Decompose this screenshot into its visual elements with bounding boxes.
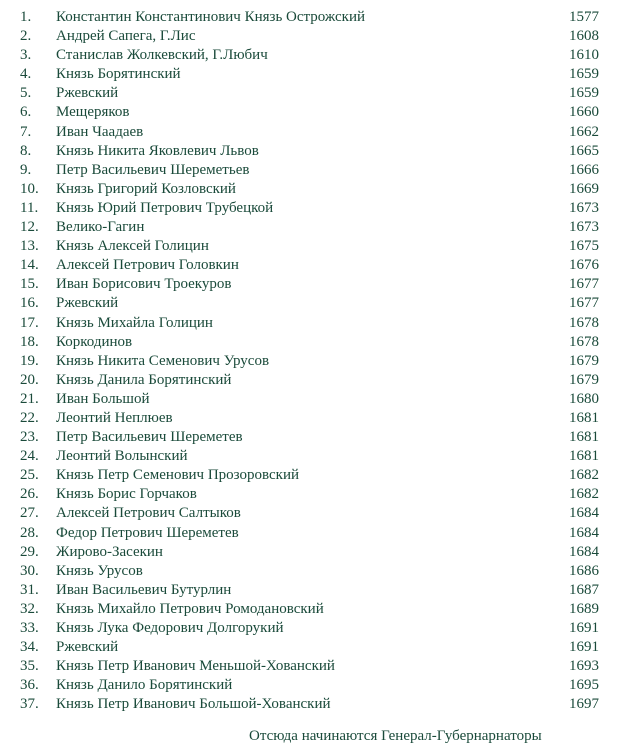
item-year: 1684	[569, 524, 599, 541]
item-name: Жирово-Засекин	[56, 543, 163, 560]
item-name: Князь Петр Семенович Прозоровский	[56, 467, 300, 484]
item-number: 32.	[20, 600, 39, 617]
list-item	[0, 333, 629, 352]
list-item	[0, 352, 629, 371]
item-name: Князь Данило Борятинский	[56, 677, 233, 694]
item-year: 1691	[569, 639, 599, 656]
item-number: 17.	[20, 314, 39, 331]
item-year: 1684	[569, 543, 599, 560]
item-year: 1660	[569, 104, 599, 121]
item-year: 1659	[569, 85, 599, 102]
item-name: Ржевский	[56, 639, 119, 656]
list-item	[0, 504, 629, 523]
item-number: 31.	[20, 581, 39, 598]
item-year: 1679	[569, 371, 599, 388]
item-year: 1689	[569, 600, 599, 617]
list-item	[0, 485, 629, 504]
item-year: 1677	[569, 295, 599, 312]
item-number: 8.	[20, 142, 32, 159]
item-number: 22.	[20, 409, 39, 426]
item-number: 37.	[20, 696, 39, 713]
item-year: 1693	[569, 658, 599, 675]
item-name: Князь Данила Борятинский	[56, 371, 232, 388]
list-item	[0, 237, 629, 256]
item-year: 1608	[569, 28, 599, 45]
list-item	[0, 409, 629, 428]
item-number: 10.	[20, 180, 39, 197]
item-name: Князь Григорий Козловский	[56, 180, 236, 197]
list-item	[0, 562, 629, 581]
item-year: 1682	[569, 486, 599, 503]
list-item	[0, 466, 629, 485]
item-name: Иван Васильевич Бутурлин	[56, 581, 232, 598]
item-number: 28.	[20, 524, 39, 541]
governors-list	[0, 8, 629, 714]
item-year: 1687	[569, 581, 599, 598]
item-name: Андрей Сапега, Г.Лис	[56, 28, 196, 45]
list-item	[0, 84, 629, 103]
list-item	[0, 314, 629, 333]
item-year: 1695	[569, 677, 599, 694]
item-number: 4.	[20, 66, 32, 83]
item-year: 1665	[569, 142, 599, 159]
list-item	[0, 428, 629, 447]
item-number: 24.	[20, 448, 39, 465]
item-year: 1675	[569, 238, 599, 255]
item-year: 1676	[569, 257, 599, 274]
item-year: 1610	[569, 47, 599, 64]
item-name: Станислав Жолкевский, Г.Любич	[56, 47, 268, 64]
item-name: Леонтий Неплюев	[56, 409, 173, 426]
list-item	[0, 123, 629, 142]
list-item	[0, 619, 629, 638]
item-number: 14.	[20, 257, 39, 274]
item-year: 1681	[569, 429, 599, 446]
item-number: 27.	[20, 505, 39, 522]
list-item	[0, 638, 629, 657]
item-number: 11.	[20, 199, 39, 216]
item-name: Ржевский	[56, 295, 119, 312]
item-number: 20.	[20, 371, 39, 388]
item-name: Иван Чаадаев	[56, 123, 144, 140]
item-name: Князь Борис Горчаков	[56, 486, 197, 503]
item-name: Петр Васильевич Шереметев	[56, 429, 243, 446]
item-name: Князь Петр Иванович Меньшой-Хованский	[56, 658, 335, 675]
item-name: Иван Большой	[56, 390, 150, 407]
item-number: 36.	[20, 677, 39, 694]
item-number: 5.	[20, 85, 32, 102]
item-number: 19.	[20, 352, 39, 369]
list-item	[0, 8, 629, 27]
item-name: Князь Алексей Голицин	[56, 238, 209, 255]
list-item	[0, 46, 629, 65]
item-year: 1677	[569, 276, 599, 293]
item-name: Леонтий Волынский	[56, 448, 188, 465]
list-item	[0, 103, 629, 122]
list-item	[0, 199, 629, 218]
item-name: Князь Никита Семенович Урусов	[56, 352, 270, 369]
item-name: Константин Константинович Князь Острожский	[56, 9, 366, 25]
item-number: 3.	[20, 47, 32, 64]
list-item	[0, 390, 629, 409]
item-name: Князь Михайла Голицин	[56, 314, 213, 331]
list-item	[0, 657, 629, 676]
item-year: 1682	[569, 467, 599, 484]
item-number: 23.	[20, 429, 39, 446]
item-year: 1680	[569, 390, 599, 407]
list-item	[0, 447, 629, 466]
item-number: 18.	[20, 333, 39, 350]
item-number: 13.	[20, 238, 39, 255]
footer-note: Отсюда начинаются Генерал-Губернарнаторы	[249, 728, 542, 744]
list-item	[0, 218, 629, 237]
item-year: 1577	[569, 9, 599, 25]
list-item	[0, 27, 629, 46]
list-item	[0, 65, 629, 84]
item-name: Велико-Гагин	[56, 219, 145, 236]
item-number: 9.	[20, 161, 32, 178]
item-number: 33.	[20, 620, 39, 636]
item-name: Ржевский	[56, 85, 119, 102]
item-year: 1673	[569, 199, 599, 216]
item-name: Коркодинов	[56, 333, 133, 350]
list-item	[0, 676, 629, 695]
list-item	[0, 524, 629, 543]
item-name: Князь Никита Яковлевич Львов	[56, 142, 259, 159]
item-name: Алексей Петрович Салтыков	[56, 505, 241, 522]
item-year: 1681	[569, 409, 599, 426]
list-item	[0, 142, 629, 161]
item-name: Петр Васильевич Шереметьев	[56, 161, 250, 178]
item-year: 1686	[569, 562, 599, 579]
item-number: 2.	[20, 28, 32, 45]
list-item	[0, 695, 629, 714]
item-number: 15.	[20, 276, 39, 293]
list-item	[0, 600, 629, 619]
item-number: 34.	[20, 639, 39, 656]
item-name: Князь Михайло Петрович Ромодановский	[56, 600, 324, 617]
item-year: 1679	[569, 352, 599, 369]
list-item	[0, 543, 629, 562]
item-name: Князь Урусов	[56, 562, 143, 579]
item-name: Иван Борисович Троекуров	[56, 276, 232, 293]
list-item	[0, 371, 629, 390]
item-year: 1666	[569, 161, 599, 178]
item-year: 1662	[569, 123, 599, 140]
item-number: 1.	[20, 9, 32, 25]
item-name: Алексей Петрович Головкин	[56, 257, 239, 274]
item-number: 35.	[20, 658, 39, 675]
item-name: Мещеряков	[56, 104, 130, 121]
item-number: 25.	[20, 467, 39, 484]
item-year: 1691	[569, 620, 599, 636]
list-item	[0, 161, 629, 180]
item-number: 30.	[20, 562, 39, 579]
item-year: 1673	[569, 219, 599, 236]
item-name: Князь Юрий Петрович Трубецкой	[56, 199, 274, 216]
item-year: 1697	[569, 696, 599, 713]
item-name: Федор Петрович Шереметев	[56, 524, 239, 541]
list-item	[0, 581, 629, 600]
list-item	[0, 256, 629, 275]
item-number: 12.	[20, 219, 39, 236]
item-year: 1678	[569, 333, 599, 350]
item-year: 1678	[569, 314, 599, 331]
item-number: 6.	[20, 104, 32, 121]
item-number: 21.	[20, 390, 39, 407]
item-name: Князь Петр Иванович Большой-Хованский	[56, 696, 331, 713]
item-number: 7.	[20, 123, 32, 140]
item-number: 29.	[20, 543, 39, 560]
item-year: 1684	[569, 505, 599, 522]
item-year: 1659	[569, 66, 599, 83]
list-item	[0, 275, 629, 294]
item-name: Князь Борятинский	[56, 66, 181, 83]
item-name: Князь Лука Федорович Долгорукий	[56, 620, 284, 636]
list-item	[0, 294, 629, 313]
item-year: 1669	[569, 180, 599, 197]
item-number: 26.	[20, 486, 39, 503]
item-year: 1681	[569, 448, 599, 465]
list-item	[0, 180, 629, 199]
item-number: 16.	[20, 295, 39, 312]
